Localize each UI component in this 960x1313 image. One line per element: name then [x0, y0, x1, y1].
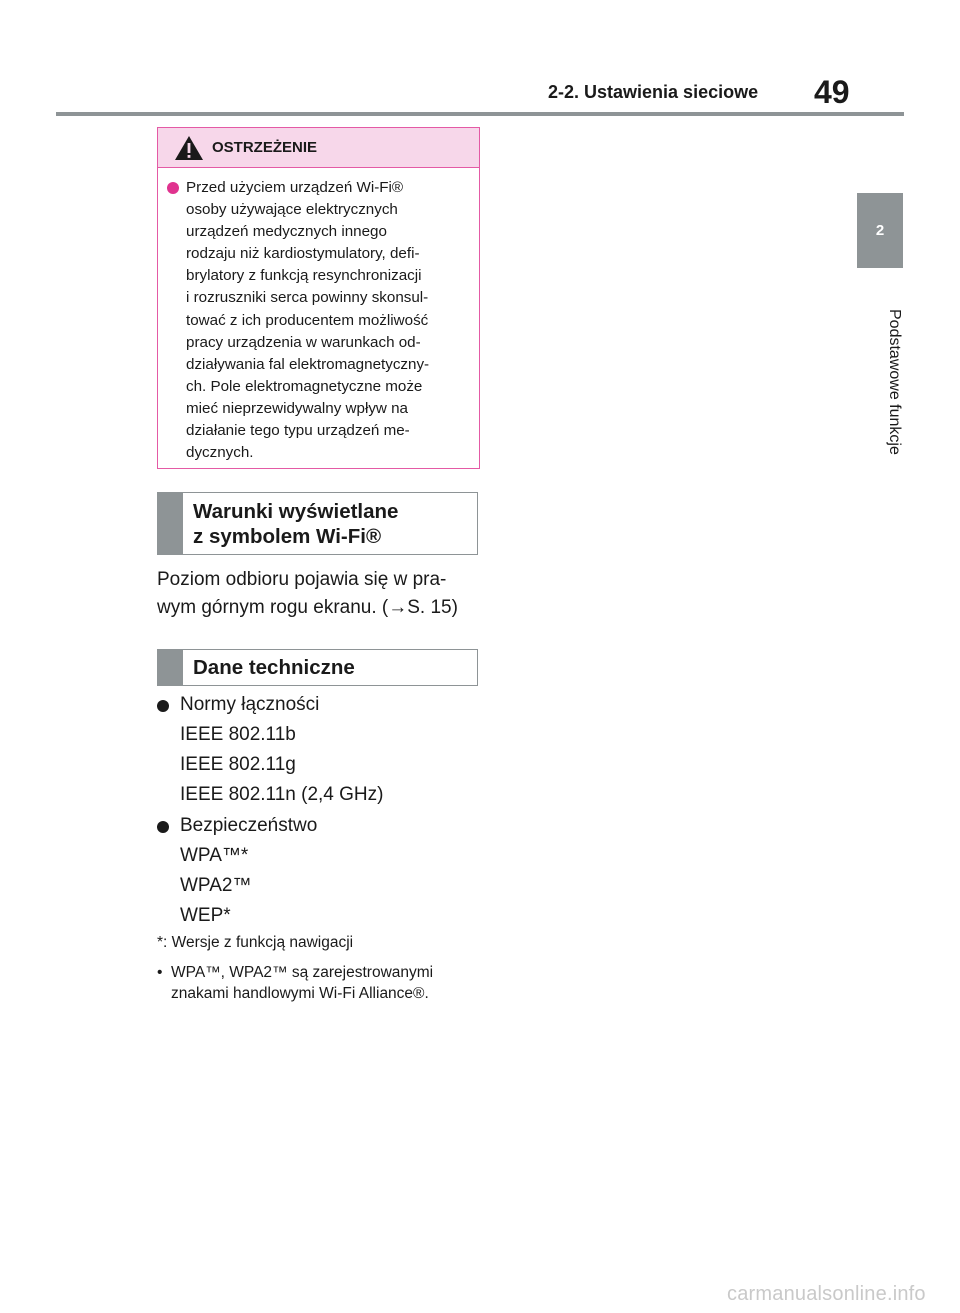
warning-text-line: Przed użyciem urządzeń Wi-Fi® [186, 179, 404, 196]
section-heading-line: z symbolem Wi-Fi® [193, 525, 382, 548]
warning-text-line: osoby używające elektrycznych [186, 201, 398, 219]
spec-item: WEP* [180, 905, 231, 926]
warning-text-line: dycznych. [186, 444, 254, 462]
warning-text-line: działanie tego typu urządzeń me- [186, 422, 410, 440]
warning-text-line: pracy urządzenia w warunkach od- [186, 333, 421, 351]
spec-item: IEEE 802.11b [180, 724, 296, 745]
footnote-line: znakami handlowymi Wi-Fi Alliance®. [171, 985, 429, 1002]
paragraph-line: wym górnym rogu ekranu. (→S. 15) [157, 597, 458, 618]
page-number: 49 [814, 74, 850, 110]
spec-item: IEEE 802.11g [180, 754, 296, 775]
section-heading-bar [158, 493, 183, 554]
section-heading-text [193, 499, 398, 549]
section-heading-text: Dane techniczne [193, 656, 355, 679]
body-paragraph [157, 566, 487, 622]
spec-item: IEEE 802.11n (2,4 GHz) [180, 784, 384, 805]
spec-item: WPA2™ [180, 875, 252, 896]
chapter-title-text: Podstawowe funkcje [886, 309, 903, 455]
paragraph-line: Poziom odbioru pojawia się w pra- [157, 569, 447, 590]
warning-text-line: tować z ich producentem możliwość [186, 311, 429, 329]
spec-group-label: Bezpieczeństwo [180, 815, 318, 836]
chapter-number: 2 [875, 222, 885, 239]
warning-text-line: rodzaju niż kardiostymulatory, defi- [186, 245, 420, 263]
watermark: carmanualsonline.info [727, 1283, 926, 1305]
warning-text-line: urządzeń medycznych innego [186, 223, 387, 241]
warning-text-line: ch. Pole elektromagnetyczne może [186, 377, 423, 395]
warning-bullet-icon [167, 182, 179, 194]
chapter-tab [857, 193, 903, 268]
warning-box [157, 127, 480, 469]
footnote-line: WPA™, WPA2™ są zarejestrowanymi [171, 964, 434, 981]
section-heading-bar [158, 650, 183, 685]
section-heading-wifi-conditions [157, 492, 478, 555]
section-heading-technical-data [157, 649, 478, 686]
chapter-title [857, 282, 903, 482]
warning-text-line: brylatory z funkcją resynchronizacji [186, 267, 422, 285]
warning-body [158, 168, 479, 464]
warning-header [158, 128, 479, 168]
warning-text-line: i rozruszniki serca powinny skonsul- [186, 289, 429, 307]
footnote-bullet: • [157, 964, 163, 981]
bullet-icon [157, 700, 169, 712]
warning-title: OSTRZEŻENIE [212, 139, 318, 156]
warning-text-line: działywania fal elektromagnetyczny- [186, 355, 430, 373]
page-header-section: 2-2. Ustawienia sieciowe [548, 82, 759, 102]
spec-group-label: Normy łączności [180, 694, 320, 715]
section-heading-line: Warunki wyświetlane [193, 500, 399, 523]
spec-item: WPA™* [180, 845, 249, 866]
footnote-asterisk: *: Wersje z funkcją nawigacji [157, 934, 354, 951]
footnote-trademark-text [171, 962, 491, 1004]
warning-text [186, 177, 469, 464]
header-rule [56, 112, 904, 116]
bullet-icon [157, 821, 169, 833]
warning-text-line: mieć nieprzewidywalny wpływ na [186, 399, 408, 417]
warning-triangle-icon [174, 135, 204, 161]
